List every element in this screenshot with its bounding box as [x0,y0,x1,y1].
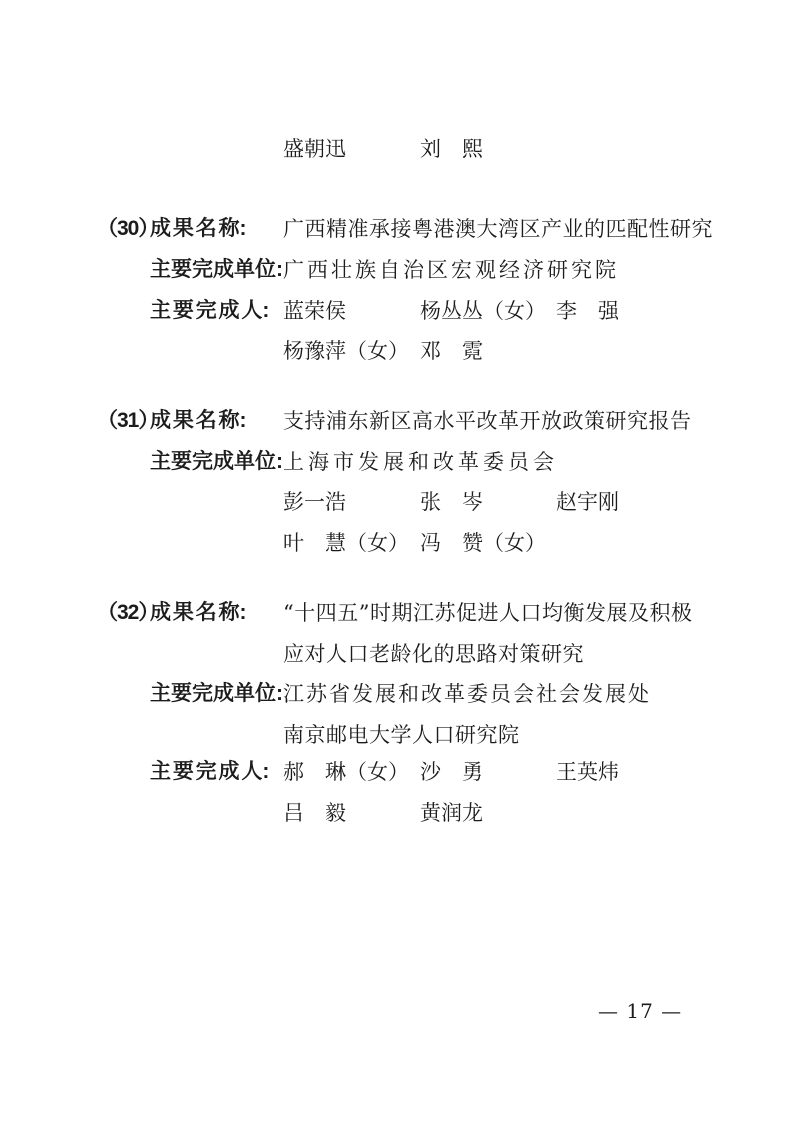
result-name-value: “十四五”时期江苏促进人口均衡发展及积极 [283,601,693,625]
person-name: 蓝荣侯 [283,299,346,323]
carryover-people-row [0,136,794,164]
entry-31-result-line [0,408,794,436]
entry-31-people-line-2 [0,530,794,558]
person-name: 冯 赞（女） [420,531,546,555]
unit-label: 主要完成单位: [150,682,283,705]
result-name-value: 支持浦东新区高水平改革开放政策研究报告 [283,409,692,433]
person-name: 彭一浩 [283,490,346,514]
entry-30-people-line-2 [0,338,794,366]
person-name: 刘 熙 [420,137,483,161]
unit-value: 江苏省发展和改革委员会社会发展处 [283,682,651,706]
person-name: 黄润龙 [420,801,483,825]
person-name: 吕 毅 [283,801,346,825]
entry-30-people-line-1 [0,298,794,326]
entry-index: （32） [97,601,159,624]
entry-index: （30） [97,217,159,240]
person-name: 杨丛丛（女） [420,299,546,323]
entry-30-unit-line [0,257,794,285]
entry-32-result-line-2 [0,641,794,669]
entry-32-people-line-1 [0,759,794,787]
person-name: 郝 琳（女） [283,760,409,784]
result-name-label: 成 果 名 称: [150,409,247,432]
unit-value: 南京邮电大学人口研究院 [283,723,520,747]
person-name: 张 岑 [420,490,483,514]
person-name: 李 强 [556,299,619,323]
person-name: 叶 慧（女） [283,531,409,555]
people-names-row [283,759,794,787]
result-name-value: 应对人口老龄化的思路对策研究 [283,642,584,666]
people-names-row [283,530,794,558]
entry-32-result-line-1 [0,600,794,628]
people-names-row [283,489,794,517]
person-name: 赵宇刚 [556,490,619,514]
unit-label: 主要完成单位: [150,258,283,281]
unit-value: 广西壮族自治区宏观经济研究院 [283,258,619,282]
entry-32-unit-line-1 [0,681,794,709]
entry-32-unit-line-2 [0,722,794,750]
result-name-label: 成 果 名 称: [150,217,247,240]
person-name: 王英炜 [556,760,619,784]
person-name: 邓 霓 [420,339,483,363]
page-number: — 17 — [598,999,683,1023]
person-name: 沙 勇 [420,760,483,784]
people-names-row [283,338,794,366]
people-label: 主 要 完 成 人: [150,299,270,322]
result-name-label: 成 果 名 称: [150,601,247,624]
entry-30-result-line [0,216,794,244]
result-name-value: 广西精准承接粤港澳大湾区产业的匹配性研究 [283,217,713,241]
entry-32-people-line-2 [0,800,794,828]
people-names-row [283,298,794,326]
entry-31-people-line-1 [0,489,794,517]
people-names-row [283,136,794,164]
entry-index: （31） [97,409,159,432]
entry-31-unit-line [0,449,794,477]
person-name: 盛朝迅 [283,137,346,161]
person-name: 杨豫萍（女） [283,339,409,363]
unit-value: 上海市发展和改革委员会 [283,450,558,474]
people-label: 主 要 完 成 人: [150,760,270,783]
people-names-row [283,800,794,828]
unit-label: 主要完成单位: [150,450,283,473]
